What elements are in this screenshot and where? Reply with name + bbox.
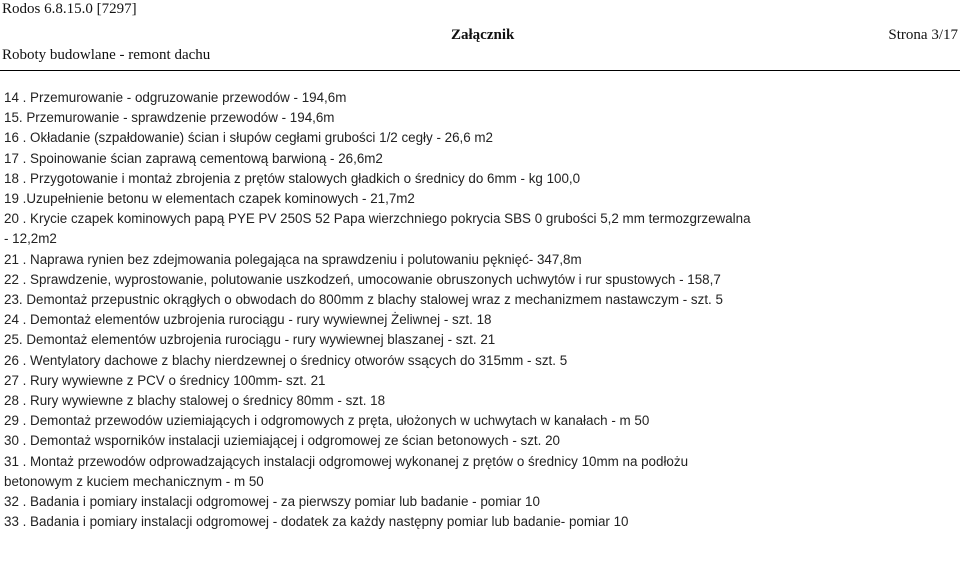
work-item: 17 . Spoinowanie ścian zaprawą cementową barwioną - 26,6m2 [4,150,383,166]
page-number: Strona 3/17 [888,27,958,43]
work-item: 28 . Rury wywiewne z blachy stalowej o średnicy 80mm - szt. 18 [4,393,386,409]
work-item: 29 . Demontaż przewodów uziemiających i odgromowych z pręta, ułożonych w uchwytach w kanałach - m 50 [4,413,650,429]
project-title: Roboty budowlane - remont dachu [2,47,211,63]
header-divider [0,70,960,71]
work-item: 15. Przemurowanie - sprawdzenie przewodów - 194,6m [4,110,335,126]
work-item: 22 . Sprawdzenie, wyprostowanie, polutowanie uszkodzeń, umocowanie obruszonych uchwytów i rur spustowych - 158,7 [4,271,721,287]
work-item: 26 . Wentylatory dachowe z blachy nierdzewnej o średnicy otworów ssących do 315mm - szt. 5 [4,352,568,368]
page-header [0,0,960,72]
work-item: 19 .Uzupełnienie betonu w elementach czapek kominowych - 21,7m2 [4,191,415,207]
work-item: 31 . Montaż przewodów odprowadzających instalacji odgromowej wykonanej z prętów o średnicy 10mm na podłożu betonowym z kuciem mechanicznym - m 50 [4,453,689,489]
app-version-label: Rodos 6.8.15.0 [7297] [2,1,137,17]
work-item: 21 . Naprawa rynien bez zdejmowania polegająca na sprawdzeniu i polutowaniu pęknięć- 347,8m [4,251,582,267]
work-item: 20 . Krycie czapek kominowych papą PYE PV 250S 52 Papa wierzchniego pokrycia SBS 0 grubości 5,2 mm termozgrzewalna - 12,2m2 [4,211,751,247]
work-item: 30 . Demontaż wsporników instalacji uziemiającej i odgromowej ze ścian betonowych - szt. 20 [4,433,560,449]
work-item: 25. Demontaż elementów uzbrojenia rurociągu - rury wywiewnej blaszanej - szt. 21 [4,332,496,348]
work-item: 16 . Okładanie (szpałdowanie) ścian i słupów cegłami grubości 1/2 cegły - 26,6 m2 [4,130,494,146]
work-item: 27 . Rury wywiewne z PCV o średnicy 100mm- szt. 21 [4,372,326,388]
work-items-list [4,88,956,532]
work-item: 14 . Przemurowanie - odgruzowanie przewodów - 194,6m [4,90,347,105]
work-item: 33 . Badania i pomiary instalacji odgromowej - dodatek za każdy następny pomiar lub badanie- pomiar 10 [4,514,629,530]
work-item: 23. Demontaż przepustnic okrągłych o obwodach do 800mm z blachy stalowej wraz z mechanizmem nastawczym - szt. 5 [4,292,723,308]
work-item: 18 . Przygotowanie i montaż zbrojenia z prętów stalowych gładkich o średnicy do 6mm - kg 100,0 [4,170,581,186]
section-title: Załącznik [451,27,515,43]
work-item: 24 . Demontaż elementów uzbrojenia rurociągu - rury wywiewnej Żeliwnej - szt. 18 [4,312,492,328]
work-item: 32 . Badania i pomiary instalacji odgromowej - za pierwszy pomiar lub badanie - pomiar 10 [4,494,540,510]
